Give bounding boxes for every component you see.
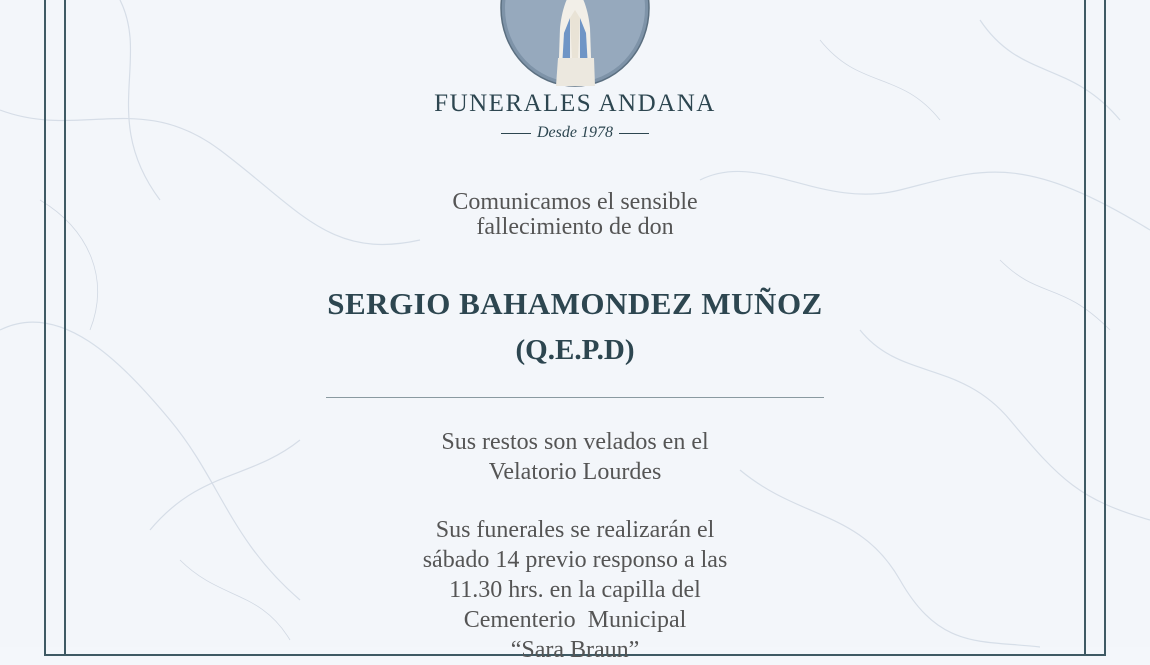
virgin-emblem-icon <box>498 0 652 86</box>
tagline-dash-left <box>501 133 531 134</box>
funeral-text <box>0 515 1150 665</box>
wake-line: Sus restos son velados en el <box>441 429 709 455</box>
funeral-line: 11.30 hrs. en la capilla del <box>449 577 701 603</box>
wake-line: Velatorio Lourdes <box>488 459 662 485</box>
tagline-dash-right <box>619 133 649 134</box>
wake-text <box>0 427 1150 487</box>
announcement-text <box>0 190 1150 240</box>
brand-tagline <box>0 124 1150 142</box>
section-divider <box>326 397 824 398</box>
announcement-line: fallecimiento de don <box>476 214 674 240</box>
brand-name: FUNERALES ANDANA <box>434 90 716 117</box>
funeral-line: “Sara Braun” <box>510 637 640 663</box>
funeral-line: Sus funerales se realizarán el <box>435 517 715 543</box>
deceased-suffix: (Q.E.P.D) <box>515 334 635 366</box>
deceased-name: SERGIO BAHAMONDEZ MUÑOZ <box>327 286 823 321</box>
announcement-line: Comunicamos el sensible <box>452 189 698 215</box>
funeral-line: Cementerio Municipal <box>463 607 687 633</box>
brand-since: Desde 1978 <box>537 124 613 141</box>
funeral-line: sábado 14 previo responso a las <box>422 547 728 573</box>
